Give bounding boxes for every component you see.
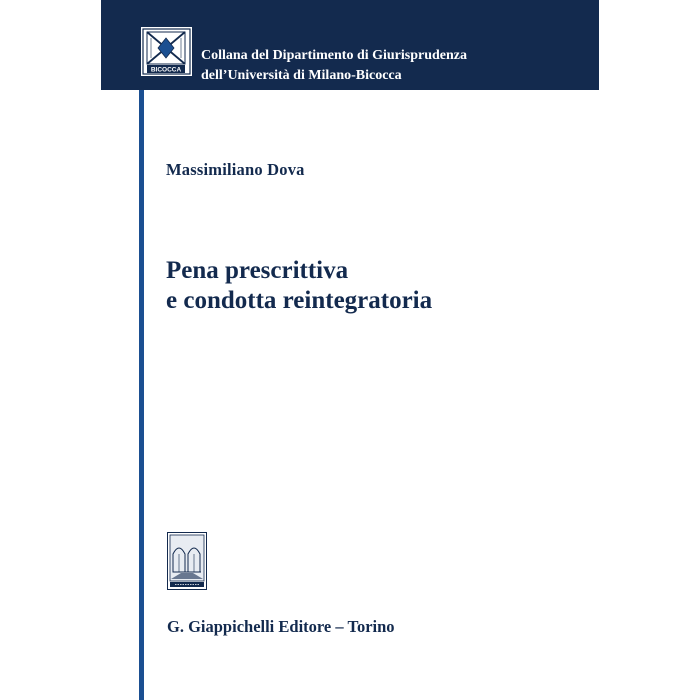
publisher-logo (167, 532, 207, 590)
svg-text:BICOCCA: BICOCCA (150, 66, 182, 74)
series-header-band (101, 0, 599, 90)
book-cover (101, 0, 599, 700)
author-name: Massimiliano Dova (166, 160, 305, 179)
title-line-1: Pena prescrittiva (166, 257, 349, 284)
vertical-accent-rule (139, 90, 144, 700)
book-title (166, 256, 432, 316)
series-line-1: Collana del Dipartimento di Giurisprudenza (201, 48, 468, 63)
publisher-name: G. Giappichelli Editore – Torino (167, 617, 395, 636)
series-line-2: dell’Università di Milano-Bicocca (201, 68, 402, 83)
university-logo (141, 27, 192, 76)
series-title (201, 46, 467, 86)
title-line-2: e condotta reintegratoria (166, 287, 433, 314)
